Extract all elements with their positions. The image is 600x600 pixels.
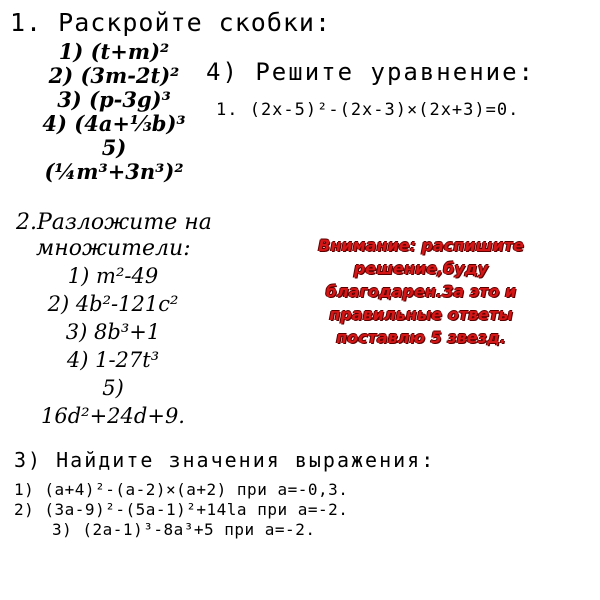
attention-note: Внимание: распишите решение,буду благодарен.За это и правильные ответы поставлю 5 звезд. xyxy=(318,236,524,347)
section3-item-1: 1) (a+4)²-(a-2)×(a+2) при a=-0,3. xyxy=(14,480,349,499)
section2-item-5: 5) xyxy=(102,376,124,400)
section1-item-4: 4) (4a+⅓b)³ xyxy=(42,111,186,136)
section2-item-5-expr: 16d²+24d+9. xyxy=(41,404,185,428)
section1-item-3: 3) (p-3g)³ xyxy=(57,87,171,112)
section3-title: 3) Найдите значения выражения: xyxy=(14,448,436,472)
section2-title-line1: 2.Разложите на xyxy=(16,210,212,235)
section2-item-2: 2) 4b²-121c² xyxy=(47,292,179,316)
section3-item-3: 3) (2a-1)³-8a³+5 при a=-2. xyxy=(52,520,316,539)
section1-item-5-expr: (¼m³+3n³)² xyxy=(44,159,184,184)
section1-list xyxy=(14,40,214,184)
section2-item-1: 1) m²-49 xyxy=(67,264,159,288)
section1-item-5: 5) xyxy=(101,135,127,160)
section2-item-3: 3) 8b³+1 xyxy=(65,320,161,344)
section2-item-4: 4) 1-27t³ xyxy=(66,348,160,372)
section2-title-line2: множители: xyxy=(36,236,191,261)
section1-title: 1. Раскройте скобки: xyxy=(10,8,332,37)
section1-item-1: 1) (t+m)² xyxy=(58,39,170,64)
section3-item-2: 2) (3a-9)²-(5a-1)²+14la при a=-2. xyxy=(14,500,349,519)
section4-item-1: 1. (2x-5)²-(2x-3)×(2x+3)=0. xyxy=(216,100,520,120)
section1-item-2: 2) (3m-2t)² xyxy=(48,63,180,88)
section4-title: 4) Решите уравнение: xyxy=(206,58,535,86)
section2-list xyxy=(18,262,208,430)
